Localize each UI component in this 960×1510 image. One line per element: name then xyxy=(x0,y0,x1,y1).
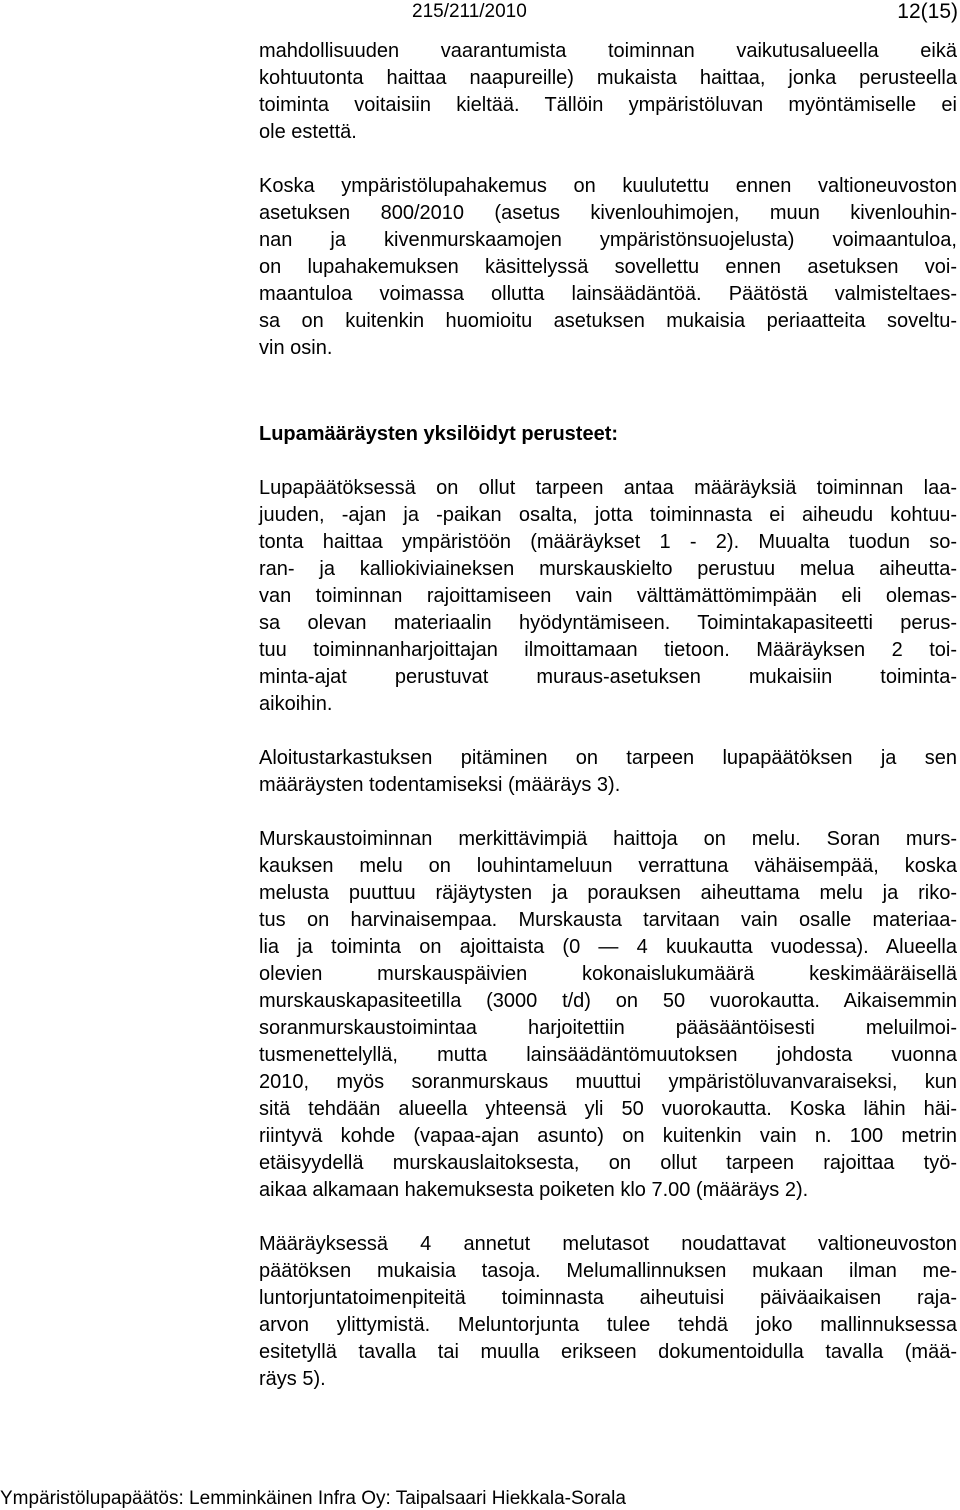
text-line: esitetyllä tavalla tai muulla erikseen dokumentoidulla tavalla (mää- xyxy=(259,1341,957,1363)
text-line: päätöksen mukaisia tasoja. Melumallinnuksen mukaan ilman me- xyxy=(259,1260,957,1282)
text-line: asetuksen 800/2010 (asetus kivenlouhimojen, muun kivenlouhin- xyxy=(259,202,957,224)
text-line: van toiminnan rajoittamiseen vain välttämättömimpään eli olemas- xyxy=(259,585,957,607)
text-line: mahdollisuuden vaarantumista toiminnan vaikutusalueella eikä xyxy=(259,40,957,62)
text-line: tusmenettelyllä, mutta lainsäädäntömuutoksen johdosta vuonna xyxy=(259,1044,957,1066)
text-line: aikaa alkamaan hakemuksesta poiketen klo 7.00 (määräys 2). xyxy=(259,1179,809,1201)
text-line: soranmurskaustoimintaa harjoitettiin pääsääntöisesti meluilmoi- xyxy=(259,1017,957,1039)
text-line: Koska ympäristölupahakemus on kuulutettu ennen valtioneuvoston xyxy=(259,175,957,197)
text-line: tuu toiminnanharjoittajan ilmoittamaan tietoon. Määräyksen 2 toi- xyxy=(259,639,957,661)
text-line: räys 5). xyxy=(259,1368,326,1390)
text-line: määräysten todentamiseksi (määräys 3). xyxy=(259,774,621,796)
decision-number: 215/211/2010 xyxy=(412,1,527,22)
document-footer: Ympäristölupapäätös: Lemminkäinen Infra Oy: Taipalsaari Hiekkala-Sorala xyxy=(0,1488,626,1509)
text-line: tus on harvinaisempaa. Murskausta tarvitaan vain osalle materiaa- xyxy=(259,909,957,931)
text-line: vin osin. xyxy=(259,337,333,359)
text-line: murskauskapasiteetilla (3000 t/d) on 50 vuorokautta. Aikaisemmin xyxy=(259,990,957,1012)
text-line: Lupapäätöksessä on ollut tarpeen antaa määräyksiä toiminnan laa- xyxy=(259,477,957,499)
text-line: sa on kuitenkin huomioitu asetuksen mukaisia periaatteita soveltu- xyxy=(259,310,957,332)
text-line: etäisyydellä murskauslaitoksesta, on ollut tarpeen rajoittaa työ- xyxy=(259,1152,957,1174)
text-line: maantuloa voimassa ollutta lainsäädäntöä. Päätöstä valmisteltaes- xyxy=(259,283,957,305)
text-line: luntorjuntatoimenpiteitä toiminnasta aiheutuisi päiväaikaisen raja- xyxy=(259,1287,957,1309)
page-number: 12(15) xyxy=(897,0,958,23)
text-line: minta-ajat perustuvat muraus-asetuksen mukaisiin toiminta- xyxy=(259,666,957,688)
text-line: aikoihin. xyxy=(259,693,333,715)
text-line: toiminta voitaisiin kieltää. Tällöin ympäristöluvan myöntämiselle ei xyxy=(259,94,957,116)
text-line: juuden, -ajan ja -paikan osalta, jotta toiminnasta ei aiheudu kohtuu- xyxy=(259,504,957,526)
text-line: lia ja toiminta on ajoittaista (0 — 4 kuukautta vuodessa). Alueella xyxy=(259,936,957,958)
text-line: 2010, myös soranmurskaus muuttui ympäristöluvanvaraiseksi, kun xyxy=(259,1071,957,1093)
text-line: sitä tehdään alueella yhteensä yli 50 vuorokautta. Koska lähin häi- xyxy=(259,1098,957,1120)
text-line: arvon ylittymistä. Meluntorjunta tulee tehdä joko mallinnuksessa xyxy=(259,1314,957,1336)
text-line: kohtuutonta haittaa naapureille) mukaista haittaa, jonka perusteella xyxy=(259,67,957,89)
text-line: kauksen melu on louhintameluun verrattuna vähäisempää, koska xyxy=(259,855,957,877)
text-line: melusta puuttuu räjäytysten ja porauksen aiheuttama melu ja riko- xyxy=(259,882,957,904)
text-line: olevien murskauspäivien kokonaislukumäärä keskimääräisellä xyxy=(259,963,957,985)
text-line: Määräyksessä 4 annetut melutasot noudattavat valtioneuvoston xyxy=(259,1233,957,1255)
text-line: Aloitustarkastuksen pitäminen on tarpeen lupapäätöksen ja sen xyxy=(259,747,957,769)
text-line: riintyvä kohde (vapaa-ajan asunto) on kuitenkin vain n. 100 metrin xyxy=(259,1125,957,1147)
text-line: ran- ja kalliokiviaineksen murskauskielto perustuu melua aiheutta- xyxy=(259,558,957,580)
text-line: ole estettä. xyxy=(259,121,357,143)
text-line: tonta haittaa ympäristöön (määräykset 1 - 2). Muualta tuodun so- xyxy=(259,531,957,553)
text-line: Murskaustoiminnan merkittävimpiä haittoja on melu. Soran murs- xyxy=(259,828,957,850)
text-line: sa olevan materiaalin hyödyntämiseen. Toimintakapasiteetti perus- xyxy=(259,612,957,634)
section-heading: Lupamääräysten yksilöidyt perusteet: xyxy=(259,423,619,445)
text-line: nan ja kivenmurskaamojen ympäristönsuojelusta) voimaantuloa, xyxy=(259,229,957,251)
text-line: on lupahakemuksen käsittelyssä sovellettu ennen asetuksen voi- xyxy=(259,256,957,278)
